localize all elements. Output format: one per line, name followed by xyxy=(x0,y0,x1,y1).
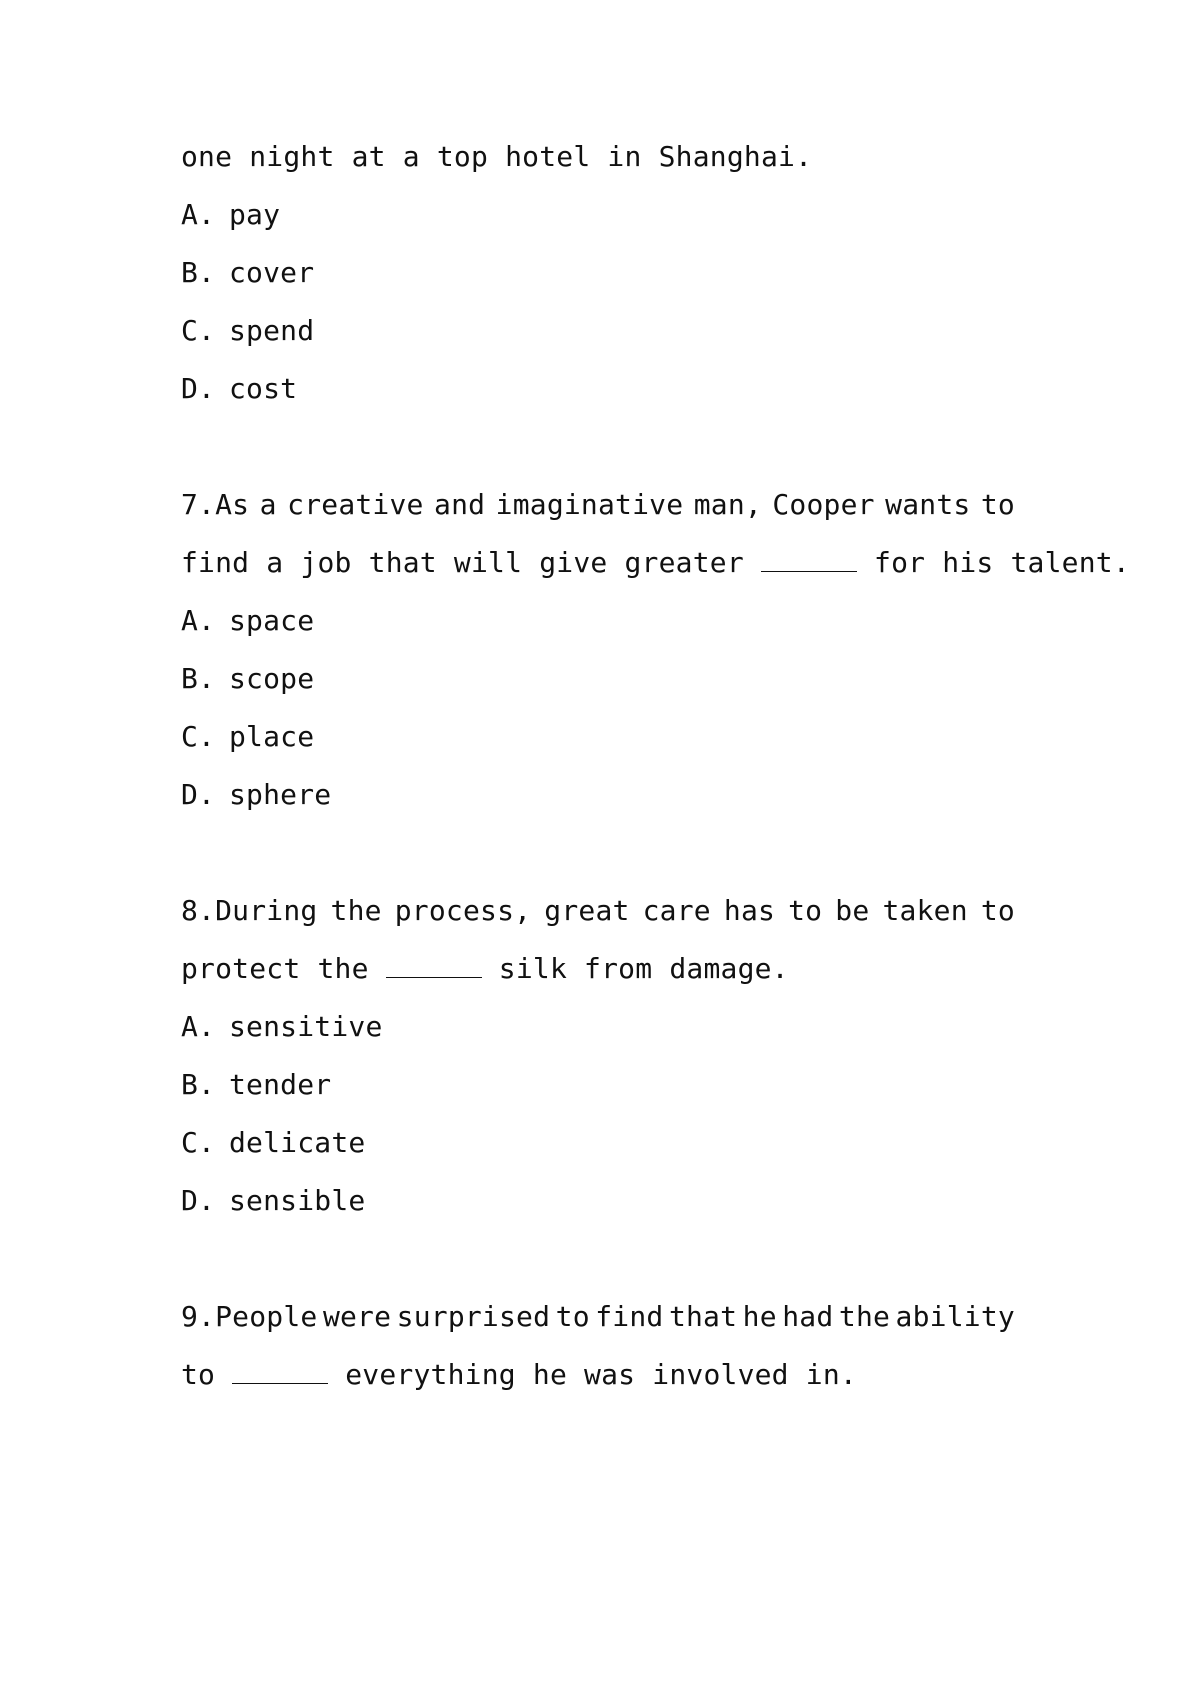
option-letter: A. xyxy=(181,604,216,637)
option-letter: D. xyxy=(181,372,216,405)
option-text: sensitive xyxy=(229,1010,383,1043)
word: has xyxy=(723,894,776,927)
option-letter: D. xyxy=(181,778,216,811)
word: to xyxy=(555,1300,590,1333)
word: had xyxy=(782,1300,834,1333)
option-text: spend xyxy=(229,314,315,347)
option-letter: A. xyxy=(181,198,216,231)
word: the xyxy=(838,1300,891,1333)
word: taken xyxy=(882,894,968,927)
q7-option-d xyxy=(181,778,331,812)
word: 7.As xyxy=(181,488,250,521)
word: a xyxy=(259,488,277,521)
stem-text: silk from damage. xyxy=(498,952,789,985)
option-text: space xyxy=(229,604,315,637)
q8-stem-line1 xyxy=(181,894,1015,928)
word: wants xyxy=(885,488,971,521)
option-letter: B. xyxy=(181,662,216,695)
word: and xyxy=(434,488,486,521)
document-page xyxy=(181,0,1130,1684)
q6-option-a xyxy=(181,198,280,232)
option-text: tender xyxy=(229,1068,332,1101)
word: man, xyxy=(693,488,762,521)
q6-option-c xyxy=(181,314,314,348)
q6-option-d xyxy=(181,372,297,406)
option-text: place xyxy=(229,720,315,753)
word: that xyxy=(668,1300,738,1333)
option-letter: A. xyxy=(181,1010,216,1043)
word: surprised xyxy=(396,1300,551,1333)
word: to xyxy=(980,488,1015,521)
word: ability xyxy=(895,1300,1015,1333)
word: creative xyxy=(287,488,424,521)
word: find xyxy=(595,1300,664,1333)
q8-option-d xyxy=(181,1184,365,1218)
word: great xyxy=(544,894,630,927)
word: 9.People xyxy=(181,1300,318,1333)
q9-stem-line2 xyxy=(181,1358,857,1392)
q8-option-a xyxy=(181,1010,383,1044)
q7-option-a xyxy=(181,604,314,638)
q9-stem-line1 xyxy=(181,1300,1015,1334)
q6-stem-tail: one night at a top hotel in Shanghai. xyxy=(181,140,813,173)
option-text: cover xyxy=(229,256,315,289)
q7-stem-line2 xyxy=(181,546,1130,580)
option-text: pay xyxy=(229,198,281,231)
word: imaginative xyxy=(495,488,684,521)
q7-option-b xyxy=(181,662,314,696)
option-letter: B. xyxy=(181,256,216,289)
stem-text: to xyxy=(181,1358,216,1391)
option-letter: C. xyxy=(181,1126,216,1159)
word: to xyxy=(788,894,823,927)
q8-stem-line2 xyxy=(181,952,789,986)
q8-option-c xyxy=(181,1126,365,1160)
option-letter: D. xyxy=(181,1184,216,1217)
option-letter: C. xyxy=(181,720,216,753)
word: he xyxy=(742,1300,777,1333)
option-letter: B. xyxy=(181,1068,216,1101)
q7-stem-line1 xyxy=(181,488,1015,522)
q8-option-b xyxy=(181,1068,331,1102)
word: 8.During xyxy=(181,894,318,927)
option-text: sensible xyxy=(229,1184,366,1217)
stem-text: find a job that will give greater xyxy=(181,546,744,579)
q7-option-c xyxy=(181,720,314,754)
option-letter: C. xyxy=(181,314,216,347)
stem-text: for his talent. xyxy=(874,546,1130,579)
option-text: sphere xyxy=(229,778,332,811)
option-text: delicate xyxy=(229,1126,366,1159)
option-text: scope xyxy=(229,662,315,695)
word: to xyxy=(980,894,1015,927)
word: be xyxy=(835,894,870,927)
word: care xyxy=(642,894,711,927)
word: were xyxy=(322,1300,392,1333)
q6-option-b xyxy=(181,256,314,290)
answer-blank xyxy=(232,1361,328,1384)
answer-blank xyxy=(761,549,857,572)
stem-text: everything he was involved in. xyxy=(345,1358,857,1391)
word: process, xyxy=(394,894,532,927)
option-text: cost xyxy=(229,372,298,405)
word: Cooper xyxy=(772,488,875,521)
word: the xyxy=(330,894,382,927)
answer-blank xyxy=(386,955,482,978)
stem-text: protect the xyxy=(181,952,369,985)
